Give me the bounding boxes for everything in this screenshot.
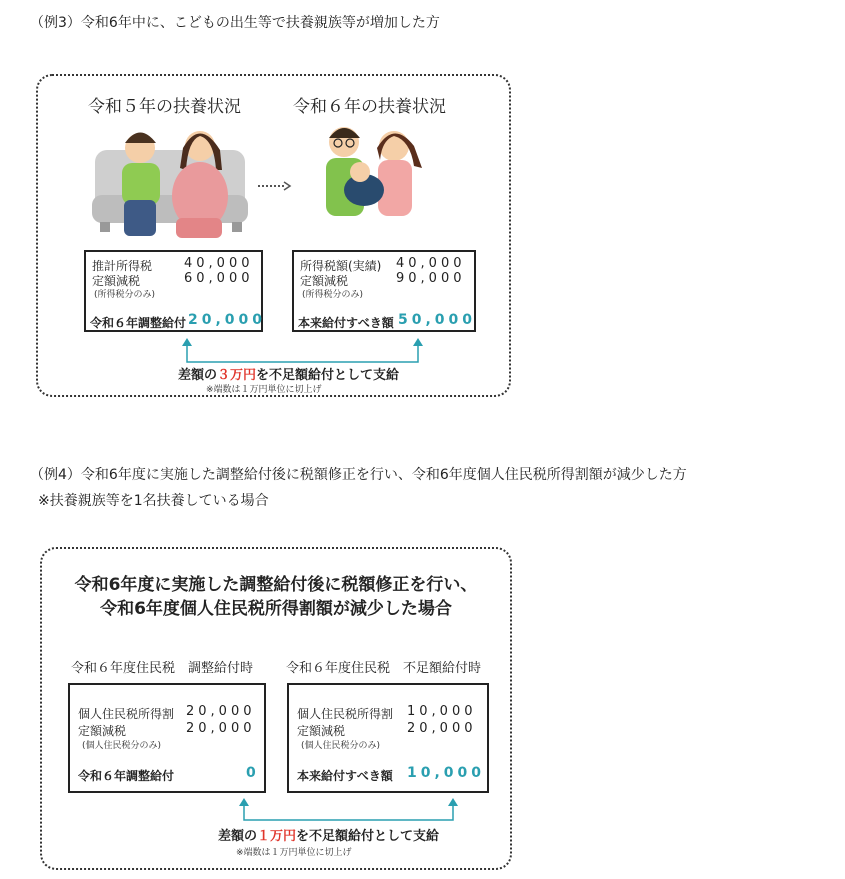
summary-amount: ３万円 [217, 368, 257, 383]
left-row2-note: (所得税分のみ) [94, 290, 156, 300]
ex4-right-row2-value: 20,000 [407, 721, 477, 736]
right-row2-note: (所得税分のみ) [302, 290, 364, 300]
ex4-summary-pre: 差額の [218, 829, 258, 844]
ex4-right-row1-value: 10,000 [407, 704, 477, 719]
right-row1-label: 所得税額(実績) [300, 259, 382, 273]
summary-post: を不足額給付として支給 [256, 368, 400, 383]
example4-left-label: 令和６年度住民税 調整給付時 [71, 661, 254, 676]
left-row2-value: 60,000 [184, 271, 254, 286]
example4-title-line1: 令和6年度に実施した調整給付後に税額修正を行い、 [74, 575, 478, 595]
ex4-left-total-value: 0 [246, 765, 260, 781]
ex4-summary-amount: １万円 [257, 829, 297, 844]
example3-rounding-note: ※端数は１万円単位に切上げ [206, 385, 322, 395]
summary-pre: 差額の [178, 368, 218, 383]
left-total-value: 20,000 [188, 312, 267, 328]
right-row2-label: 定額減税 [300, 274, 349, 288]
ex4-left-row2-value: 20,000 [186, 721, 256, 736]
ex4-right-row1-label: 個人住民税所得割 [297, 707, 394, 721]
ex4-right-total-value: 10,000 [407, 765, 486, 781]
right-total-label: 本来給付すべき額 [298, 316, 394, 330]
left-row1-value: 40,000 [184, 256, 254, 271]
right-row2-value: 90,000 [396, 271, 466, 286]
example3-right-title: 令和６年の扶養状況 [293, 97, 446, 117]
example4-right-label: 令和６年度住民税 不足額給付時 [286, 661, 482, 676]
example4-title-line2: 令和6年度個人住民税所得割額が減少した場合 [100, 599, 452, 619]
ex4-right-row2-note: (個人住民税分のみ) [301, 741, 381, 751]
ex4-left-row1-value: 20,000 [186, 704, 256, 719]
ex4-left-row2-label: 定額減税 [78, 724, 127, 738]
ex4-summary-post: を不足額給付として支給 [296, 829, 440, 844]
ex4-right-total-label: 本来給付すべき額 [297, 769, 393, 783]
ex4-left-total-label: 令和６年調整給付 [78, 769, 175, 783]
left-total-label: 令和６年調整給付 [90, 316, 187, 330]
ex4-left-row1-label: 個人住民税所得割 [78, 707, 175, 721]
example4-summary [218, 825, 439, 844]
right-total-value: 50,000 [398, 312, 477, 328]
example3-heading: （例3）令和6年中に、こどもの出生等で扶養親族等が増加した方 [30, 15, 440, 31]
ex4-right-row2-label: 定額減税 [297, 724, 346, 738]
left-row1-label: 推計所得税 [92, 259, 153, 273]
right-row1-value: 40,000 [396, 256, 466, 271]
example3-left-title: 令和５年の扶養状況 [88, 97, 241, 117]
example4-heading: （例4）令和6年度に実施した調整給付後に税額修正を行い、令和6年度個人住民税所得割額が減少した方 [30, 467, 687, 483]
example4-subheading: ※扶養親族等を1名扶養している場合 [38, 493, 269, 509]
ex4-left-row2-note: (個人住民税分のみ) [82, 741, 162, 751]
example4-rounding-note: ※端数は１万円単位に切上げ [236, 848, 352, 858]
left-row2-label: 定額減税 [92, 274, 141, 288]
